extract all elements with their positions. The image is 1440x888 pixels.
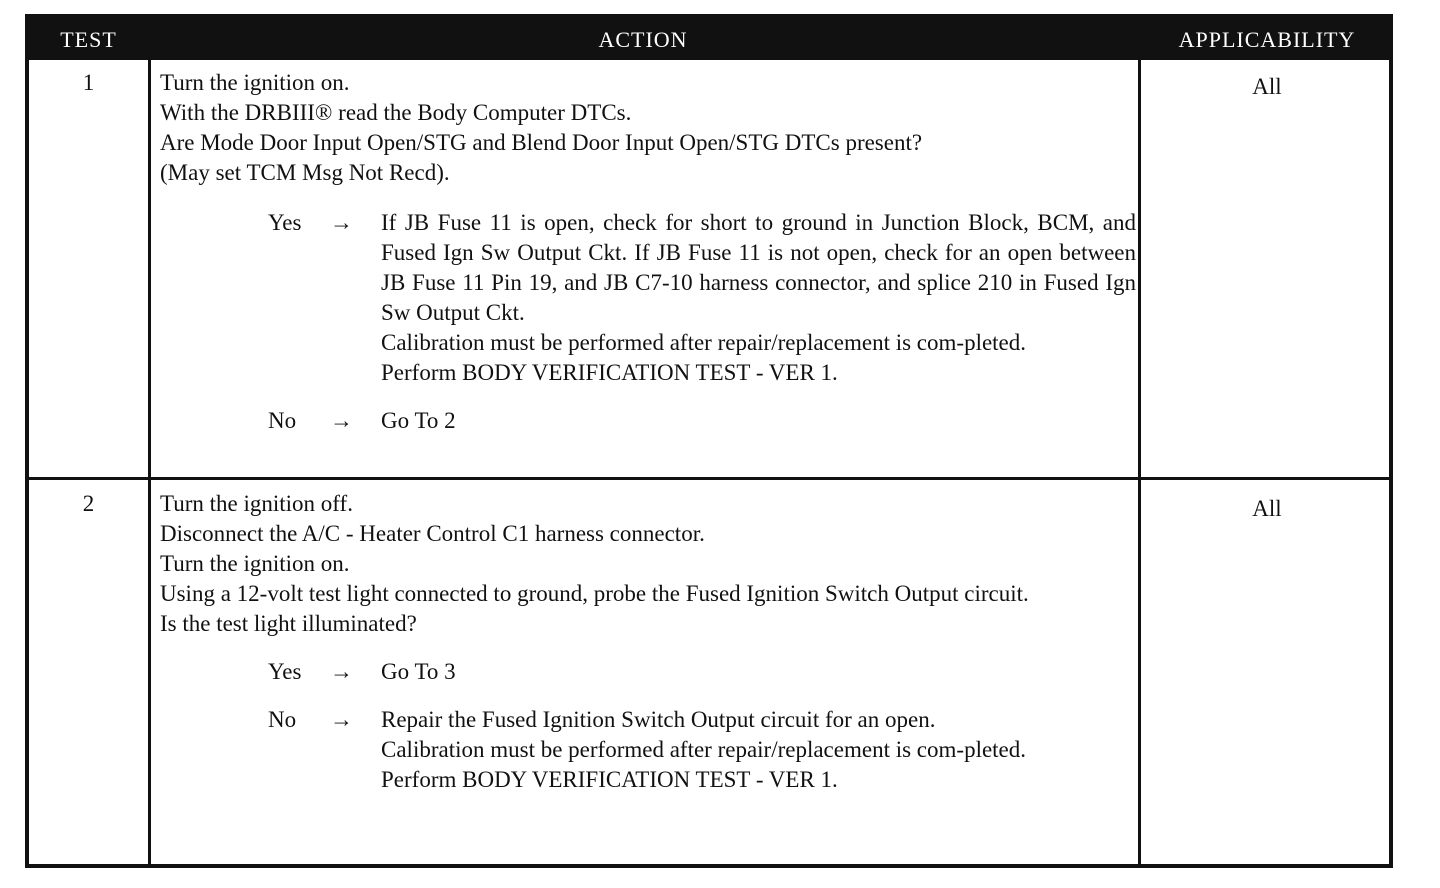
action-line: Using a 12-volt test light connected to ground, probe the Fused Ignition Switch Output circuit. [160,581,1029,606]
yes-line: Perform BODY VERIFICATION TEST - VER 1. [381,360,838,385]
no-line: Go To 2 [381,408,456,433]
yes-text [381,208,1136,388]
no-line: Perform BODY VERIFICATION TEST - VER 1. [381,767,838,792]
action-line: Disconnect the A/C - Heater Control C1 harness connector. [160,521,705,546]
arrow-icon: → [330,659,353,684]
no-label: No [268,408,297,433]
test-number: 1 [82,70,95,95]
action-line: Is the test light illuminated? [160,611,417,636]
no-text [381,406,1136,436]
no-text [381,705,1136,795]
yes-branch [160,208,1136,388]
action-cell [160,68,1136,436]
action-cell [160,489,1136,795]
row-divider [29,477,1389,480]
applicability-value: All [1252,74,1282,99]
action-line: Are Mode Door Input Open/STG and Blend Door Input Open/STG DTCs present? [160,130,923,155]
action-line: Turn the ignition on. [160,551,350,576]
yes-line: Go To 3 [381,659,456,684]
no-branch [160,406,1136,436]
applicability-value: All [1252,496,1282,521]
no-branch [160,705,1136,795]
no-line: Repair the Fused Ignition Switch Output circuit for an open. [381,707,936,732]
test-table [25,14,1393,868]
table-header [29,18,1389,60]
yes-label: Yes [268,659,302,684]
yes-branch [160,657,1136,687]
action-line: Turn the ignition off. [160,491,353,516]
yes-text [381,657,1136,687]
header-test: TEST [60,27,117,52]
no-label: No [268,707,297,732]
action-line: With the DRBIII® read the Body Computer DTCs. [160,100,632,125]
yes-line: If JB Fuse 11 is open, check for short to ground in Junction Block, BCM, and Fused Ign Sw Output Ckt. If JB Fuse 11 is not open, check for an open between JB Fuse 11 Pin 19, and JB C7-10 harness connector, and splice 210 in Fused Ign Sw Output Ckt. [381,210,1136,325]
test-number: 2 [82,491,95,516]
action-line: Turn the ignition on. [160,70,350,95]
column-divider [148,60,151,864]
action-line: (May set TCM Msg Not Recd). [160,160,450,185]
yes-label: Yes [268,210,302,235]
no-line: Calibration must be performed after repair/replacement is com-pleted. [381,737,1027,762]
arrow-icon: → [330,408,353,433]
header-action: ACTION [598,27,688,52]
yes-line: Calibration must be performed after repair/replacement is com-pleted. [381,330,1027,355]
column-divider [1138,60,1141,864]
header-applicability: APPLICABILITY [1178,27,1356,52]
arrow-icon: → [330,210,353,235]
arrow-icon: → [330,707,353,732]
